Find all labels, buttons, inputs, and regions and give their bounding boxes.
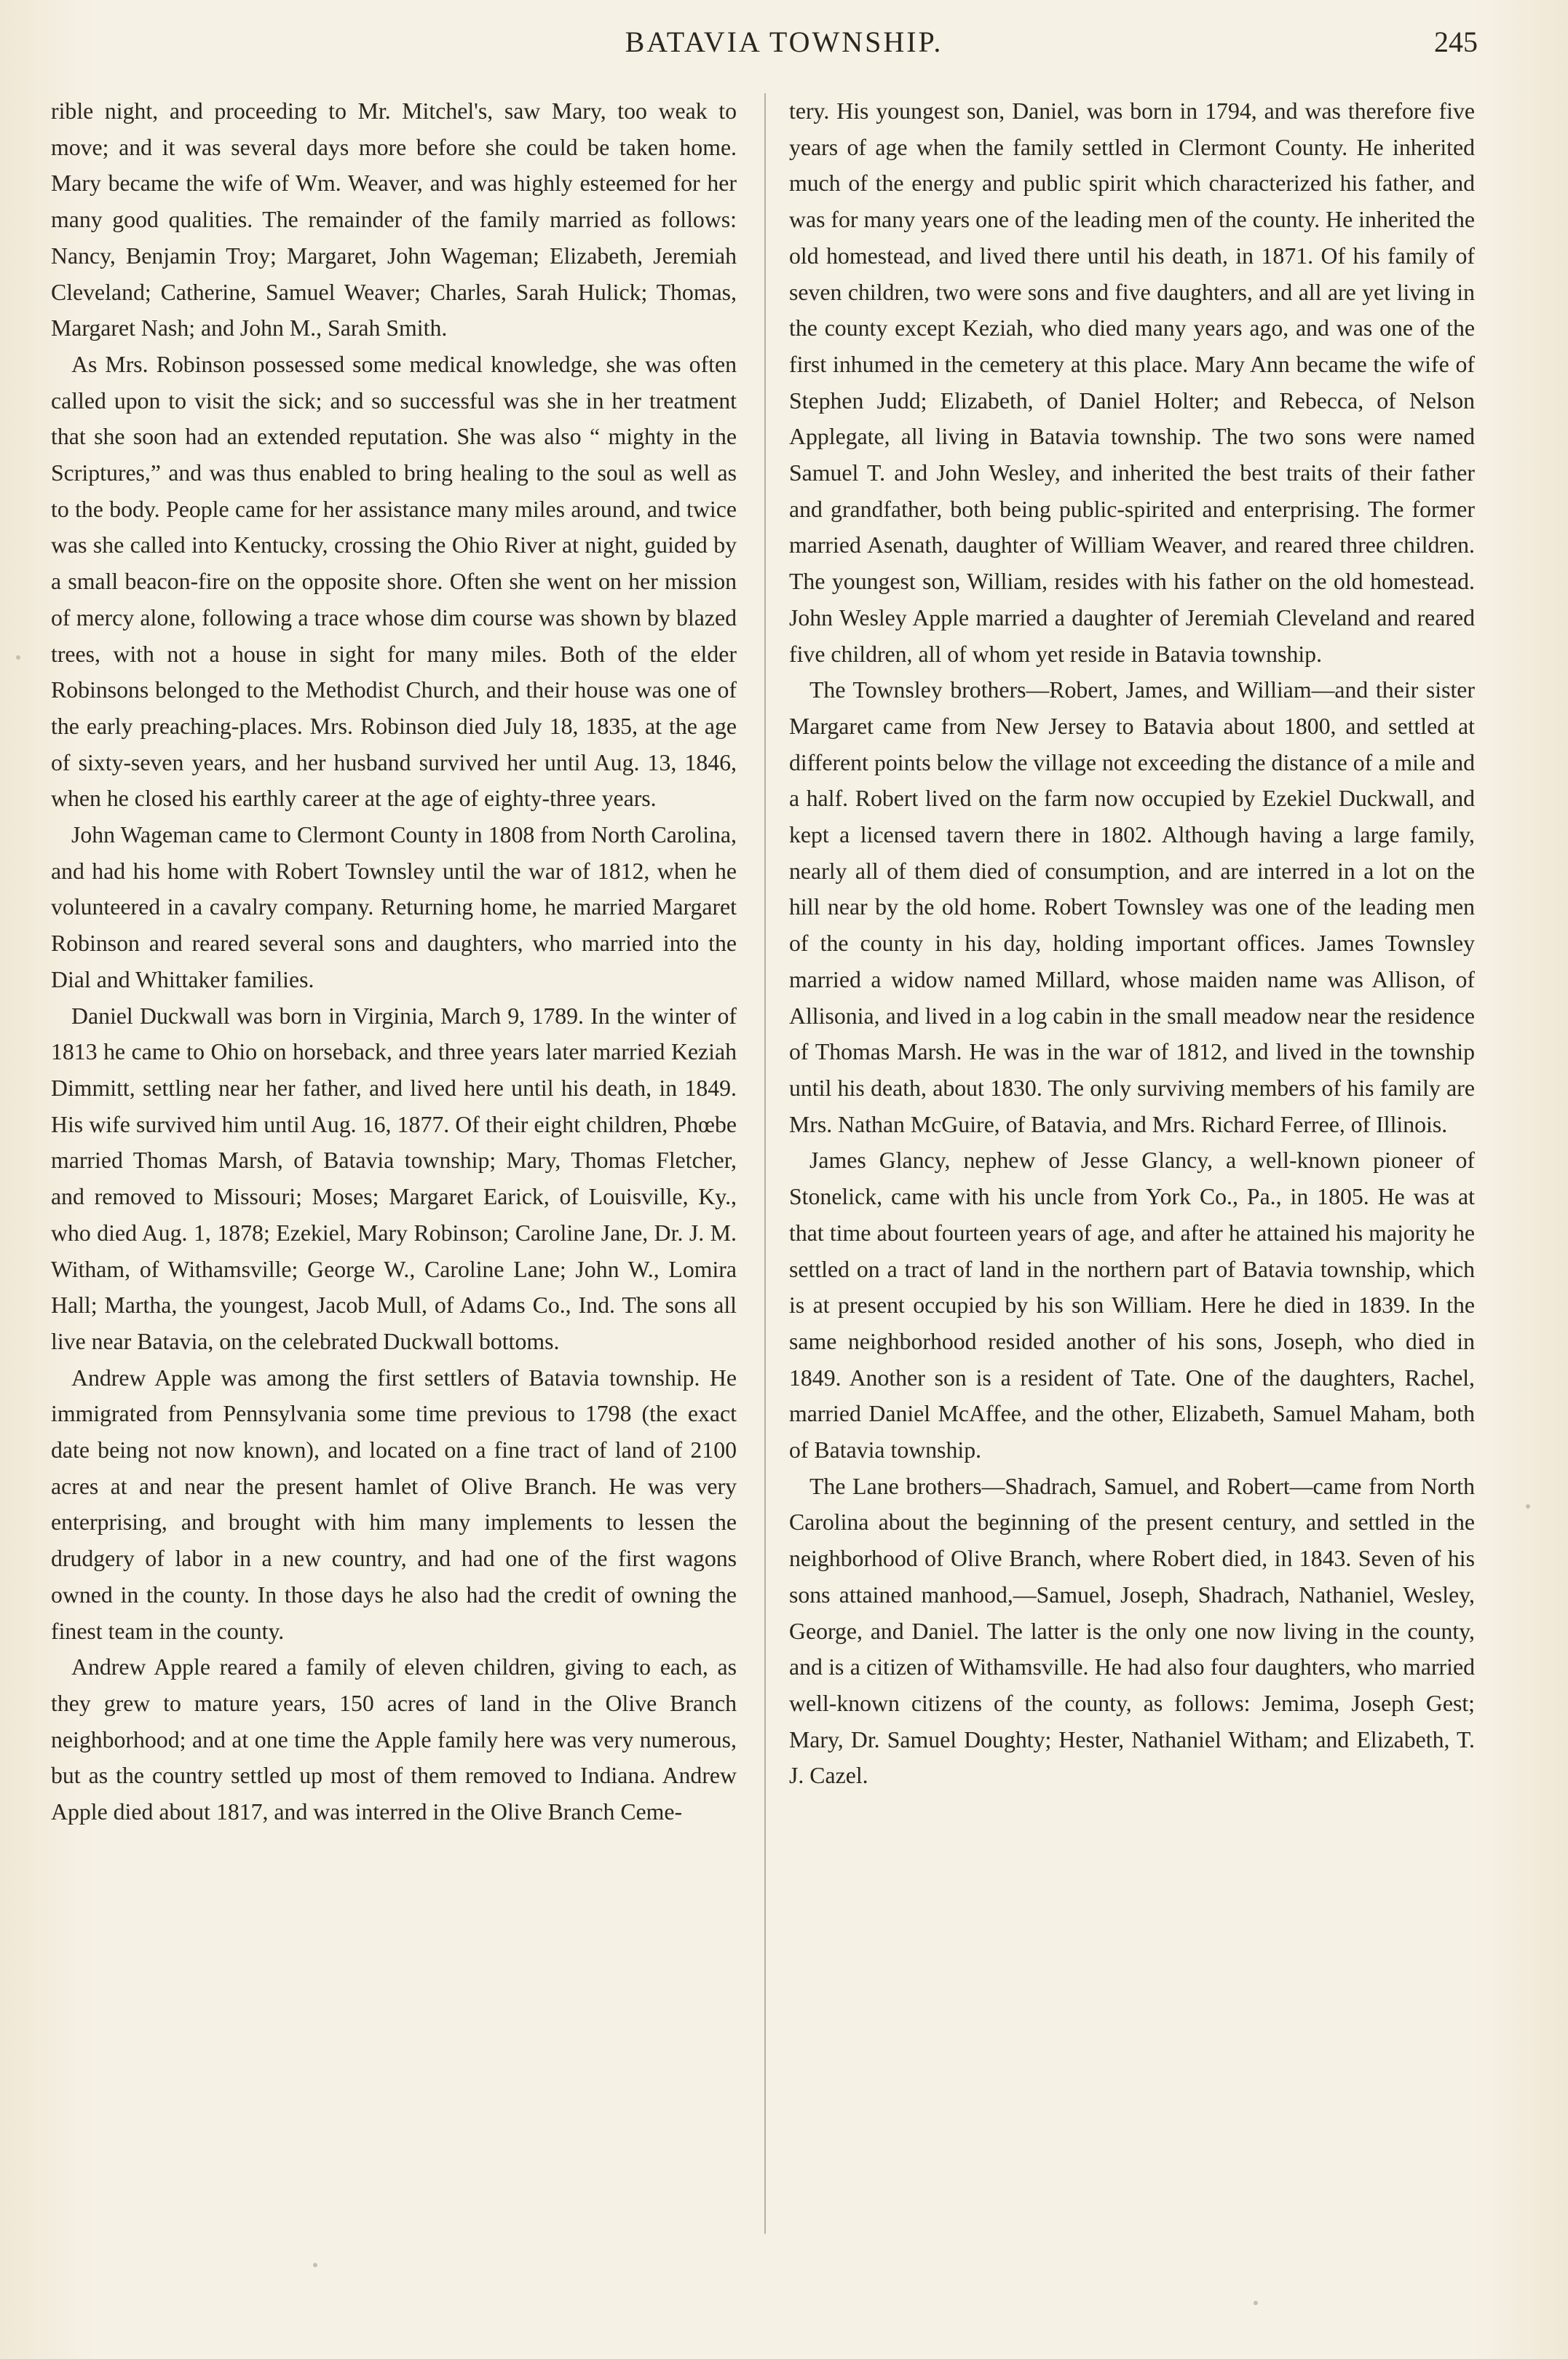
running-title: BATAVIA TOWNSHIP. bbox=[625, 25, 943, 58]
paper-speck bbox=[1254, 2301, 1258, 2305]
paragraph: Andrew Apple was among the first settlers of Batavia township. He immigrated from Pennsylvania some time previous to 1798 (the exact date being not now known), and located on a fine tract of land of 2100 acres at and near the present hamlet of Olive Branch. He was very enterprising, and brought with him many implements to lessen the drudgery of labor in a new country, and had one of the first wagons owned in the county. In those days he also had the credit of owning the finest team in the county. bbox=[51, 1364, 737, 1644]
paper-speck bbox=[16, 655, 20, 660]
paragraph: The Townsley brothers—Robert, James, and William—and their sister Margaret came from New Jersey to Batavia about 1800, and settled at different points below the village not exceeding the distance of a mile and a half. Robert lived on the farm now occupied by Ezekiel Duckwall, and kept a licensed tavern there in 1802. Although having a large family, nearly all of them died of consumption, and are interred in a lot on the hill near by the old home. Robert Townsley was one of the leading men of the county in his day, holding important offices. James Townsley married a widow named Millard, whose maiden name was Allison, of Allisonia, and lived in a log cabin in the small meadow near the residence of Thomas Marsh. He was in the war of 1812, and lived in the township until his death, about 1830. The only surviving members of his family are Mrs. Nathan McGuire, of Batavia, and Mrs. Richard Ferree, of Illinois. bbox=[789, 677, 1475, 1137]
paragraph: James Glancy, nephew of Jesse Glancy, a well-known pioneer of Stonelick, came with his uncle from York Co., Pa., in 1805. He was at that time about fourteen years of age, and after he attained his majority he settled on a tract of land in the northern part of Batavia township, which is at present occupied by his son William. Here he died in 1839. In the same neighborhood resided another of his sons, Joseph, who died in 1849. Another son is a resident of Tate. One of the daughters, Rachel, married Daniel McAffee, and the other, Elizabeth, Samuel Maham, both of Batavia township. bbox=[789, 1147, 1475, 1463]
paragraph: As Mrs. Robinson possessed some medical knowledge, she was often called upon to visit the sick; and so successful was she in her treatment that she soon had an extended reputation. She was also “ mighty in the Scriptures,” and was thus enabled to bring healing to the soul as well as to the body. People came for her assistance many miles around, and twice was she called into Kentucky, crossing the Ohio River at night, guided by a small beacon-fire on the opposite shore. Often she went on her mission of mercy alone, following a trace whose dim course was shown by blazed trees, with not a house in sight for many miles. Both of the elder Robinsons belonged to the Methodist Church, and their house was one of the early preaching-places. Mrs. Robinson died July 18, 1835, at the age of sixty-seven years, and her husband survived her until Aug. 13, 1846, when he closed his earthly career at the age of eighty-three years. bbox=[51, 351, 737, 812]
paragraph: Andrew Apple reared a family of eleven children, giving to each, as they grew to mature years, 150 acres of land in the Olive Branch neighborhood; and at one time the Apple family here was very numerous, but as the country settled up most of them removed to Indiana. Andrew Apple died about 1817, and was interred in the Olive Branch Ceme- bbox=[51, 1654, 737, 1825]
right-column bbox=[789, 93, 1475, 1794]
column-divider bbox=[764, 93, 766, 2234]
paragraph: tery. His youngest son, Daniel, was born in 1794, and was therefore five years of age when the family settled in Clermont County. He inherited much of the energy and public spirit which characterized his father, and was for many years one of the leading men of the county. He inherited the old homestead, and lived there until his death, in 1871. Of his family of seven children, two were sons and five daughters, and all are yet living in the county except Keziah, who died many years ago, and was one of the first inhumed in the cemetery at this place. Mary Ann became the wife of Stephen Judd; Elizabeth, of Daniel Holter; and Rebecca, of Nelson Applegate, all living in Batavia township. The two sons were named Samuel T. and John Wesley, and inherited the best traits of their father and grandfather, both being public-spirited and enterprising. The former married Asenath, daughter of William Weaver, and reared three children. The youngest son, William, resides with his father on the old homestead. John Wesley Apple married a daughter of Jeremiah Cleveland and reared five children, all of whom yet reside in Batavia township. bbox=[789, 98, 1475, 667]
paragraph: Daniel Duckwall was born in Virginia, March 9, 1789. In the winter of 1813 he came to Ohio on horseback, and three years later married Keziah Dimmitt, settling near her father, and lived here until his death, in 1849. His wife survived him until Aug. 16, 1877. Of their eight children, Phœbe married Thomas Marsh, of Batavia township; Mary, Thomas Fletcher, and removed to Missouri; Moses; Margaret Earick, of Louisville, Ky., who died Aug. 1, 1878; Ezekiel, Mary Robinson; Caroline Jane, Dr. J. M. Witham, of Withamsville; George W., Caroline Lane; John W., Lomira Hall; Martha, the youngest, Jacob Mull, of Adams Co., Ind. The sons all live near Batavia, on the celebrated Duckwall bottoms. bbox=[51, 1003, 737, 1354]
page-number: 245 bbox=[1434, 25, 1478, 58]
paragraph: John Wageman came to Clermont County in 1808 from North Carolina, and had his home with Robert Townsley until the war of 1812, when he volunteered in a cavalry company. Returning home, he married Margaret Robinson and reared several sons and daughters, who married into the Dial and Whittaker families. bbox=[51, 822, 737, 992]
paragraph: The Lane brothers—Shadrach, Samuel, and Robert—came from North Carolina about the beginning of the present century, and settled in the neighborhood of Olive Branch, where Robert died, in 1843. Seven of his sons attained manhood,—Samuel, Joseph, Shadrach, Nathaniel, Wesley, George, and Daniel. The latter is the only one now living in the county, and is a citizen of Withamsville. He had also four daughters, who married well-known citizens of the county, as follows: Jemima, Joseph Gest; Mary, Dr. Samuel Doughty; Hester, Nathaniel Witham; and Elizabeth, T. J. Cazel. bbox=[789, 1473, 1475, 1789]
paragraph: rible night, and proceeding to Mr. Mitchel's, saw Mary, too weak to move; and it was several days more before she could be taken home. Mary became the wife of Wm. Weaver, and was highly esteemed for her many good qualities. The remainder of the family married as follows: Nancy, Benjamin Troy; Margaret, John Wageman; Elizabeth, Jeremiah Cleveland; Catherine, Samuel Weaver; Charles, Sarah Hulick; Thomas, Margaret Nash; and John M., Sarah Smith. bbox=[51, 98, 737, 341]
paper-speck bbox=[313, 2263, 317, 2267]
left-column bbox=[51, 93, 737, 1830]
paper-speck bbox=[1526, 1504, 1530, 1509]
running-header bbox=[0, 20, 1568, 64]
